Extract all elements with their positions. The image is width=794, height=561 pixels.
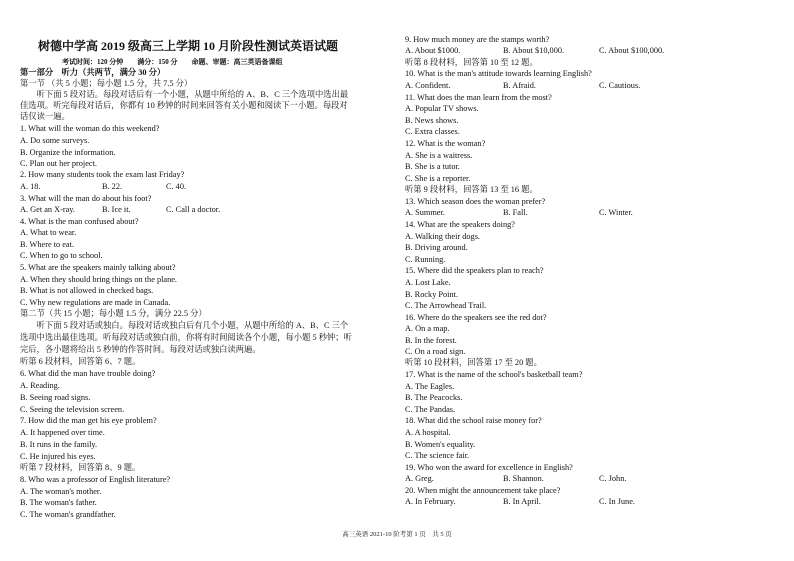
option: A. When they should bring things on the plane.	[20, 275, 178, 284]
option: B. She is a tutor.	[405, 162, 460, 171]
question: 6. What did the man have trouble doing?	[20, 369, 156, 378]
material-note: 听第 7 段材料，回答第 8、9 题。	[20, 463, 141, 472]
option: B. 22.	[102, 182, 123, 191]
option-row	[405, 497, 780, 507]
option: C. The Arrowhead Trail.	[405, 301, 487, 310]
option: B. What is not allowed in checked bags.	[20, 286, 154, 295]
option-row	[20, 182, 390, 192]
option: A. Popular TV shows.	[405, 104, 479, 113]
instruction-line: 选项中选出最佳选项。听每段对话或独白前，你将有时间阅读各个小题，每小题 5 秒钟；听	[20, 333, 352, 342]
question: 8. Who was a professor of English literature?	[20, 475, 171, 484]
option: B. Seeing road signs.	[20, 393, 91, 402]
question: 4. What is the man confused about?	[20, 217, 139, 226]
question: 3. What will the man do about his foot?	[20, 194, 152, 203]
option: B. Organize the information.	[20, 148, 116, 157]
option: A. About $1000.	[405, 46, 461, 55]
option: A. In February.	[405, 497, 456, 506]
question: 16. Where do the speakers see the red dot?	[405, 313, 547, 322]
option: B. In the forest.	[405, 336, 457, 345]
option: C. Call a doctor.	[166, 205, 221, 214]
option-row	[405, 474, 780, 484]
section-heading: 第一节 （共 5 小题；每小题 1.5 分，共 7.5 分）	[20, 79, 193, 88]
option: A. Walking their dogs.	[405, 232, 480, 241]
section-heading: 第二节（共 15 小题；每小题 1.5 分，满分 22.5 分）	[20, 309, 207, 318]
option: A. On a map.	[405, 324, 450, 333]
option: C. When to go to school.	[20, 251, 103, 260]
option: A. Lost Lake.	[405, 278, 451, 287]
option: B. The Peacocks.	[405, 393, 463, 402]
option: B. In April.	[503, 497, 541, 506]
option-row	[405, 208, 780, 218]
option: C. The science fair.	[405, 451, 470, 460]
option: C. 40.	[166, 182, 187, 191]
option: C. She is a reporter.	[405, 174, 471, 183]
question: 18. What did the school raise money for?	[405, 416, 542, 425]
question: 7. How did the man get his eye problem?	[20, 416, 157, 425]
option: C. Running.	[405, 255, 446, 264]
option: B. Rocky Point.	[405, 290, 459, 299]
option: B. About $10,000.	[503, 46, 565, 55]
material-note: 听第 10 段材料，回答第 17 至 20 题。	[405, 358, 542, 367]
question: 17. What is the name of the school's basketball team?	[405, 370, 583, 379]
page-title: 树德中学高 2019 级高三上学期 10 月阶段性测试英语试题	[38, 39, 339, 53]
option: A. Reading.	[20, 381, 60, 390]
instruction-line: 听下面 5 段对话或独白。每段对话或独白后有几个小题，从题中所给的 A、B、C 三个	[20, 321, 349, 330]
question: 9. How much money are the stamps worth?	[405, 35, 550, 44]
option: C. Winter.	[599, 208, 633, 217]
instruction-line: 话仅读一遍。	[20, 112, 70, 121]
option-row	[405, 46, 780, 56]
option: A. Greg.	[405, 474, 434, 483]
option: A. Do some surveys.	[20, 136, 90, 145]
question: 5. What are the speakers mainly talking about?	[20, 263, 176, 272]
option: B. Afraid.	[503, 81, 536, 90]
option: A. The Eagles.	[405, 382, 455, 391]
option: C. Cautious.	[599, 81, 641, 90]
option: A. 18.	[20, 182, 41, 191]
option: C. Why new regulations are made in Canada.	[20, 298, 171, 307]
option: A. The woman's mother.	[20, 487, 102, 496]
option: C. On a road sign.	[405, 347, 466, 356]
question: 13. Which season does the woman prefer?	[405, 197, 546, 206]
exam-meta: 考试时间：120 分钟 满分：150 分 命题、审题：高三英语备课组	[62, 58, 283, 66]
question: 10. What is the man's attitude towards learning English?	[405, 69, 592, 78]
option: C. The Pandas.	[405, 405, 456, 414]
option: A. Summer.	[405, 208, 445, 217]
option: B. Shannon.	[503, 474, 544, 483]
instruction-line: 听下面 5 段对话。每段对话后有一个小题，从题中所给的 A、B、C 三个选项中选出最	[20, 90, 349, 99]
material-note: 听第 9 段材料，回答第 13 至 16 题。	[405, 185, 538, 194]
part-heading: 第一部分 听力（共两节，满分 30 分）	[20, 68, 166, 77]
option: B. News shows.	[405, 116, 459, 125]
option: B. Fall.	[503, 208, 528, 217]
question: 12. What is the woman?	[405, 139, 486, 148]
question: 2. How many students took the exam last Friday?	[20, 170, 185, 179]
option-row	[20, 205, 390, 215]
question: 11. What does the man learn from the most?	[405, 93, 552, 102]
option: B. Women's equality.	[405, 440, 476, 449]
option: C. John.	[599, 474, 627, 483]
material-note: 听第 6 段材料，回答第 6、7 题。	[20, 357, 141, 366]
option: C. Extra classes.	[405, 127, 460, 136]
question: 1. What will the woman do this weekend?	[20, 124, 160, 133]
question: 14. What are the speakers doing?	[405, 220, 515, 229]
option: B. Ice it.	[102, 205, 131, 214]
option: C. The woman's grandfather.	[20, 510, 116, 519]
question: 15. Where did the speakers plan to reach?	[405, 266, 544, 275]
question: 19. Who won the award for excellence in English?	[405, 463, 573, 472]
option: B. Driving around.	[405, 243, 468, 252]
option: A. Confident.	[405, 81, 451, 90]
instruction-line: 完后，各小题将给出 5 秒钟的作答时间。每段对话或独白读两遍。	[20, 345, 261, 354]
page-footer: 高三英语 2021-10 阶考第 1 页 共 5 页	[342, 531, 452, 538]
option: B. It runs in the family.	[20, 440, 98, 449]
option-row	[405, 81, 780, 91]
option: C. Seeing the television screen.	[20, 405, 125, 414]
option: A. What to wear.	[20, 228, 77, 237]
option: C. He injured his eyes.	[20, 452, 96, 461]
option: A. Get an X-ray.	[20, 205, 75, 214]
option: A. It happened over time.	[20, 428, 105, 437]
option: C. Plan out her project.	[20, 159, 97, 168]
instruction-line: 佳选项。听完每段对话后，你都有 10 秒钟的时间来回答有关小题和阅读下一小题。每段对	[20, 101, 348, 110]
option: A. She is a waitress.	[405, 151, 473, 160]
question: 20. When might the announcement take place?	[405, 486, 561, 495]
option: B. Where to eat.	[20, 240, 74, 249]
option: B. The woman's father.	[20, 498, 97, 507]
option: C. In June.	[599, 497, 635, 506]
material-note: 听第 8 段材料，回答第 10 至 12 题。	[405, 58, 538, 67]
option: A. A hospital.	[405, 428, 451, 437]
option: C. About $100,000.	[599, 46, 665, 55]
